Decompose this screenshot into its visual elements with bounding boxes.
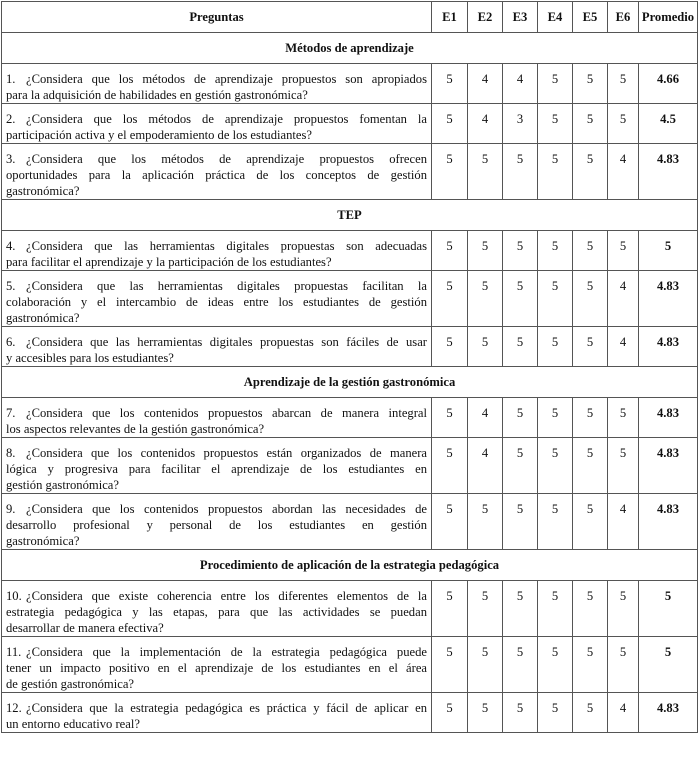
average-value: 5 [639,581,698,637]
header-e4: E4 [538,2,573,33]
question-cell [2,231,432,271]
header-preguntas: Preguntas [2,2,432,33]
section-title: TEP [2,200,698,231]
score-e5: 5 [573,581,608,637]
score-e2: 5 [468,637,503,693]
question-line [6,111,427,127]
score-e3: 5 [503,231,538,271]
score-e4: 5 [538,494,573,550]
score-e3: 4 [503,64,538,104]
score-e3: 5 [503,327,538,367]
question-text-line: gastronómica? [6,184,80,198]
question-text-line: desarrollo profesional y personal de los estudiantes en gestión [6,518,427,532]
question-text-line: tener un impacto positivo en el aprendizaje de los estudiantes en el área [6,661,427,675]
header-promedio: Promedio [639,2,698,33]
average-value: 4.83 [639,327,698,367]
question-text-line: ¿Considera que existe coherencia entre los diferentes elementos de la [26,589,427,603]
section-row [2,200,698,231]
average-value: 4.83 [639,271,698,327]
question-text-line: oportunidades para la aplicación práctica de los conceptos de gestión [6,168,427,182]
score-e5: 5 [573,693,608,733]
score-e1: 5 [432,494,468,550]
header-e3: E3 [503,2,538,33]
evaluation-table [1,1,698,733]
question-cell [2,64,432,104]
score-e1: 5 [432,693,468,733]
question-text-line: un entorno educativo real? [6,717,140,731]
score-e6: 5 [608,581,639,637]
header-e5: E5 [573,2,608,33]
score-e2: 5 [468,581,503,637]
header-e2: E2 [468,2,503,33]
question-cell [2,327,432,367]
score-e5: 5 [573,637,608,693]
score-e2: 5 [468,693,503,733]
score-e5: 5 [573,64,608,104]
question-text-line: ¿Considera que los contenidos propuestos abordan las necesidades de [26,502,427,516]
score-e2: 4 [468,104,503,144]
score-e5: 5 [573,104,608,144]
question-text-line: ¿Considera que la estrategia pedagógica es práctica y fácil de aplicar en [26,701,427,715]
score-e6: 5 [608,231,639,271]
question-text-line: ¿Considera que los contenidos propuestos están organizados de manera [26,446,427,460]
question-cell [2,144,432,200]
question-line [6,501,427,517]
question-line [6,71,427,87]
section-title: Aprendizaje de la gestión gastronómica [2,367,698,398]
average-value: 4.83 [639,144,698,200]
average-value: 4.5 [639,104,698,144]
average-value: 4.66 [639,64,698,104]
score-e6: 5 [608,398,639,438]
score-e6: 4 [608,271,639,327]
question-row [2,144,698,200]
question-row [2,438,698,494]
score-e2: 5 [468,144,503,200]
question-text-line: participación activa y el empoderamiento de los estudiantes? [6,128,312,142]
average-value: 5 [639,231,698,271]
question-row [2,271,698,327]
question-text-line: ¿Considera que las herramientas digitales propuestas facilitan la [26,279,427,293]
question-text-line: ¿Considera que las herramientas digitales propuestas son adecuadas [26,239,427,253]
score-e6: 4 [608,693,639,733]
score-e4: 5 [538,144,573,200]
average-value: 5 [639,637,698,693]
score-e1: 5 [432,327,468,367]
question-text-line: ¿Considera que los métodos de aprendizaje propuestos ofrecen [26,152,427,166]
question-row [2,637,698,693]
question-text-line: desarrollar de manera efectiva? [6,621,164,635]
score-e3: 5 [503,438,538,494]
question-cell [2,104,432,144]
score-e1: 5 [432,398,468,438]
score-e2: 4 [468,438,503,494]
score-e6: 4 [608,144,639,200]
question-line [6,644,427,660]
score-e3: 5 [503,271,538,327]
score-e3: 3 [503,104,538,144]
score-e6: 5 [608,104,639,144]
question-number: 4. [6,239,16,253]
score-e6: 5 [608,438,639,494]
score-e6: 5 [608,64,639,104]
question-number: 7. [6,406,16,420]
question-text-line: ¿Considera que las herramientas digitales propuestas son fáciles de usar [26,335,427,349]
score-e1: 5 [432,231,468,271]
score-e1: 5 [432,438,468,494]
question-line [6,334,427,350]
score-e4: 5 [538,231,573,271]
question-line [6,238,427,254]
question-row [2,494,698,550]
question-row [2,581,698,637]
score-e3: 5 [503,494,538,550]
question-row [2,64,698,104]
score-e6: 4 [608,327,639,367]
score-e4: 5 [538,104,573,144]
score-e2: 5 [468,327,503,367]
question-text-line: lógica y progresiva para facilitar el aprendizaje de los estudiantes en [6,462,427,476]
section-title: Procedimiento de aplicación de la estrategia pedagógica [2,550,698,581]
question-text-line: ¿Considera que los métodos de aprendizaje propuestos son apropiados [26,72,427,86]
question-text-line: colaboración y el intercambio de ideas entre los estudiantes de gestión [6,295,427,309]
question-line [6,588,427,604]
score-e4: 5 [538,438,573,494]
score-e2: 4 [468,398,503,438]
question-number: 5. [6,279,16,293]
score-e4: 5 [538,64,573,104]
score-e3: 5 [503,693,538,733]
score-e1: 5 [432,144,468,200]
score-e5: 5 [573,271,608,327]
score-e3: 5 [503,398,538,438]
question-number: 11. [6,645,22,659]
score-e5: 5 [573,438,608,494]
score-e1: 5 [432,581,468,637]
score-e3: 5 [503,637,538,693]
question-number: 8. [6,446,16,460]
question-text-line: estrategia pedagógica y las etapas, para que las actividades se puedan [6,605,427,619]
question-number: 9. [6,502,16,516]
section-title: Métodos de aprendizaje [2,33,698,64]
question-cell [2,398,432,438]
question-row [2,104,698,144]
section-row [2,33,698,64]
score-e5: 5 [573,398,608,438]
score-e4: 5 [538,637,573,693]
score-e4: 5 [538,271,573,327]
question-text-line: para la adquisición de habilidades en gestión gastronómica? [6,88,308,102]
question-cell [2,581,432,637]
question-row [2,693,698,733]
score-e3: 5 [503,144,538,200]
question-number: 12. [6,701,22,715]
question-number: 3. [6,152,16,166]
score-e1: 5 [432,271,468,327]
question-cell [2,494,432,550]
score-e3: 5 [503,581,538,637]
header-row [2,2,698,33]
score-e2: 5 [468,494,503,550]
score-e1: 5 [432,104,468,144]
average-value: 4.83 [639,438,698,494]
question-line [6,151,427,167]
question-row [2,398,698,438]
question-line [6,700,427,716]
question-line [6,445,427,461]
question-text-line: ¿Considera que la implementación de la estrategia pedagógica puede [26,645,427,659]
question-text-line: de gestión gastronómica? [6,677,134,691]
average-value: 4.83 [639,494,698,550]
question-text-line: ¿Considera que los métodos de aprendizaje propuestos fomentan la [26,112,427,126]
average-value: 4.83 [639,398,698,438]
score-e1: 5 [432,64,468,104]
question-line [6,278,427,294]
question-text-line: gastronómica? [6,311,80,325]
question-text-line: para facilitar el aprendizaje y la participación de los estudiantes? [6,255,332,269]
score-e2: 5 [468,271,503,327]
score-e4: 5 [538,693,573,733]
score-e1: 5 [432,637,468,693]
question-cell [2,271,432,327]
question-row [2,327,698,367]
score-e5: 5 [573,494,608,550]
score-e5: 5 [573,327,608,367]
score-e5: 5 [573,144,608,200]
section-row [2,550,698,581]
score-e2: 4 [468,64,503,104]
score-e5: 5 [573,231,608,271]
score-e4: 5 [538,581,573,637]
score-e4: 5 [538,398,573,438]
question-text-line: los aspectos relevantes de la gestión gastronómica? [6,422,265,436]
question-number: 10. [6,589,22,603]
question-text-line: y accesibles para los estudiantes? [6,351,174,365]
score-e4: 5 [538,327,573,367]
section-row [2,367,698,398]
question-text-line: gastronómica? [6,534,80,548]
score-e6: 5 [608,637,639,693]
question-number: 1. [6,72,16,86]
question-number: 6. [6,335,16,349]
question-number: 2. [6,112,16,126]
question-text-line: ¿Considera que los contenidos propuestos abarcan de manera integral [26,406,427,420]
average-value: 4.83 [639,693,698,733]
score-e2: 5 [468,231,503,271]
question-text-line: gestión gastronómica? [6,478,119,492]
question-line [6,405,427,421]
question-row [2,231,698,271]
question-cell [2,693,432,733]
question-cell [2,438,432,494]
header-e6: E6 [608,2,639,33]
score-e6: 4 [608,494,639,550]
question-cell [2,637,432,693]
header-e1: E1 [432,2,468,33]
